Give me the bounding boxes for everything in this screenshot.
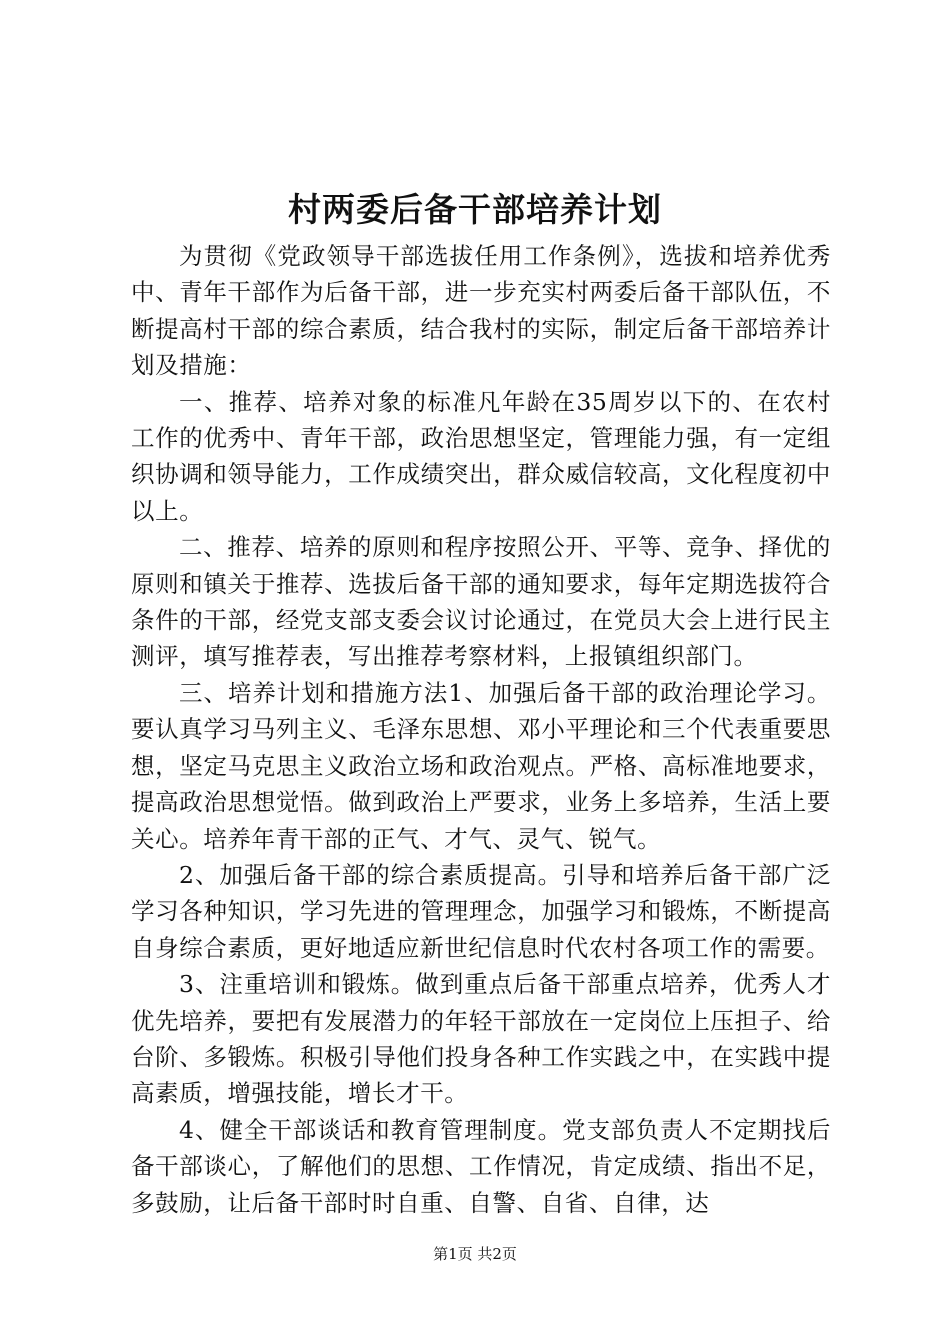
paragraph-item-2: 2、加强后备干部的综合素质提高。引导和培养后备干部广泛学习各种知识，学习先进的管理理念，加强学习和锻炼，不断提高自身综合素质，更好地适应新世纪信息时代农村各项工作的需要。 <box>131 860 831 962</box>
document-title: 村两委后备干部培养计划 <box>288 190 662 229</box>
paragraph-intro: 为贯彻《党政领导干部选拔任用工作条例》，选拔和培养优秀中、青年干部作为后备干部，进一步充实村两委后备干部队伍，不断提高村干部的综合素质，结合我村的实际，制定后备干部培养计划及措施： <box>131 242 831 380</box>
document-body <box>131 238 831 1221</box>
paragraph-item-4: 4、健全干部谈话和教育管理制度。党支部负责人不定期找后备干部谈心，了解他们的思想、工作情况，肯定成绩、指出不足，多鼓励，让后备干部时时自重、自警、自省、自律，达 <box>131 1115 831 1217</box>
page-number-footer: 第1页 共2页 <box>433 1245 517 1263</box>
paragraph-item-3: 3、注重培训和锻炼。做到重点后备干部重点培养，优秀人才优先培养，要把有发展潜力的年轻干部放在一定岗位上压担子、给台阶、多锻炼。积极引导他们投身各种工作实践之中，在实践中提高素质，增强技能，增长才干。 <box>131 970 831 1108</box>
paragraph-section-1: 一、推荐、培养对象的标准凡年龄在35周岁以下的、在农村工作的优秀中、青年干部，政治思想坚定，管理能力强，有一定组织协调和领导能力，工作成绩突出，群众威信较高，文化程度初中以上。 <box>131 387 831 525</box>
paragraph-section-3: 三、培养计划和措施方法1、加强后备干部的政治理论学习。要认真学习马列主义、毛泽东思想、邓小平理论和三个代表重要思想，坚定马克思主义政治立场和政治观点。严格、高标准地要求，提高政治思想觉悟。做到政治上严要求，业务上多培养，生活上要关心。培养年青干部的正气、才气、灵气、锐气。 <box>131 678 831 853</box>
paragraph-section-2: 二、推荐、培养的原则和程序按照公开、平等、竞争、择优的原则和镇关于推荐、选拔后备干部的通知要求，每年定期选拔符合条件的干部，经党支部支委会议讨论通过，在党员大会上进行民主测评，填写推荐表，写出推荐考察材料，上报镇组织部门。 <box>131 533 831 671</box>
